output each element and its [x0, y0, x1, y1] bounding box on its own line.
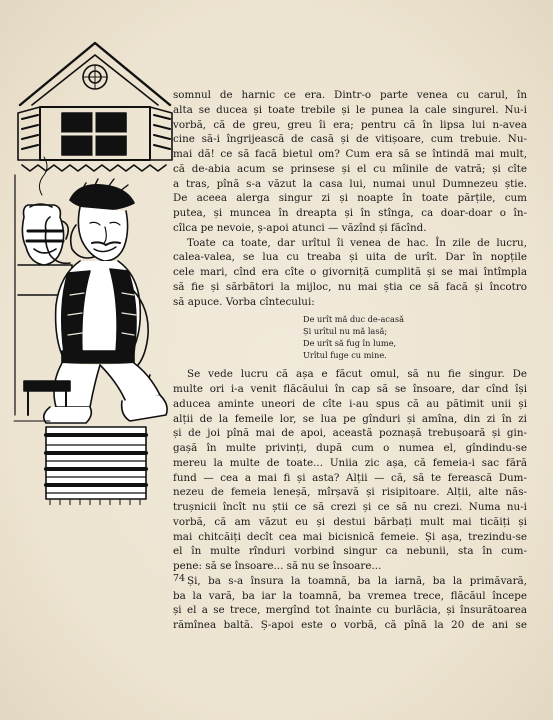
paragraph-1 [173, 88, 527, 236]
text-line: ba la vară, ba iar la toamnă, ba vremea trece, flăcăul începe [173, 589, 527, 602]
text-line: multe ori i-a venit flăcăului în cap să se însoare, dar cînd își [173, 383, 527, 395]
song-verse [303, 313, 527, 361]
text-line: trușnicii încît nu știi ce să crezi și ce să nu crezi. Numa nu-i [173, 501, 527, 513]
text-line: mai chitcăiți decît cea mai bicisnică femeie. Și așa, trezindu-se [173, 530, 527, 543]
text-line: putea, și muncea în dreapta și în stînga, ca doar-doar o în- [173, 207, 527, 219]
text-line: fund — cea a mai fi și asta? Alții — că, să te ferească Dum- [173, 471, 527, 484]
verse-line: Urîtul fuge cu mine. [303, 350, 387, 361]
verse-line: De urît să fug în lume, [303, 338, 397, 349]
verse-line: Și urîtul nu mă lasă; [303, 326, 388, 337]
text-line: vorbă, că de greu, greu îi era; pentru că în lipsa lui n-avea [173, 118, 527, 131]
text-line: pene: să se însoare... să nu se însoare... [173, 560, 382, 572]
text-line: cele mari, cînd era cîte o givorniță cumplită și se mai întîmpla [173, 266, 527, 278]
text-line: și el a se trece, mergînd tot înainte cu burlăcia, și însurătoarea [173, 604, 527, 617]
text-line: alții de la femeile lor, se lua pe gînduri și amîna, din zi în zi [173, 412, 527, 425]
text-line: vorbă, că am văzut eu și destui bărbați mult mai ticăiți și [173, 515, 527, 528]
text-line: rămînea baltă. Ș-apoi este o vorbă, că pînă la 20 de ani se [173, 619, 527, 631]
text-line: alta se ducea și toate trebile și le punea la cale singurel. Nu-i [173, 103, 527, 116]
verse-line: De urît mă duc de-acasă [303, 314, 404, 325]
text-line: nezeu de femeia leneșă, mîrșavă și risipitoare. Alții, alte năs- [173, 486, 527, 499]
text-line: cine să-i îngrijească de casă și de vitișoare, cum trebuie. Nu- [173, 133, 527, 146]
story-text [173, 88, 527, 633]
text-line: Toate ca toate, dar urîtul îi venea de hac. În zile de lucru, [187, 236, 527, 249]
text-line: mereu la multe de toate... Uniia zic așa, că femeia-i sac fără [173, 456, 527, 469]
text-line: De aceea alerga singur zi și noapte în toate părțile, cum [173, 192, 527, 205]
text-line: mai dă! ce să facă bietul om? Cum era să se întindă mai mult, [173, 148, 527, 160]
text-line: să apuce. Vorba cîntecului: [173, 295, 315, 308]
text-line: somnul de harnic ce era. Dintr-o parte venea cu carul, în [173, 89, 527, 101]
text-line: că de-abia acum se prinsese și el cu mîinile de vatră; și cîte [173, 162, 527, 175]
paragraph-3 [173, 367, 527, 574]
text-line: Se vede lucru că așa e făcut omul, să nu fie singur. De [187, 368, 527, 381]
text-line: aducea aminte uneori de cîte i-au spus că au pătimit unii și [173, 397, 527, 410]
text-line: calea-valea, se lua cu treaba și uita de urît. Dar în nopțile [173, 251, 527, 264]
text-line: și de joi pînă mai de apoi, această poznașă trebușoară și gin- [173, 427, 527, 440]
text-line: să fie și sărbători la mijloc, nu mai știa ce să facă și încotro [173, 280, 527, 293]
text-line: cîlca pe nevoie, ș-apoi atunci — văzînd și făcînd. [173, 221, 427, 234]
text-line: Și, ba s-a însura la toamnă, ba la iarnă, ba la primăvară, [187, 574, 527, 587]
peasant-illustration [10, 35, 180, 505]
paragraph-4 [173, 574, 527, 633]
text-line: a tras, pînă s-a văzut la casa lui, numai unul Dumnezeu știe. [173, 177, 527, 190]
paragraph-2 [173, 236, 527, 310]
page-number: 74 [173, 573, 186, 584]
text-line: gașă în multe privinți, după cum o numea el, gîndindu-se [173, 442, 527, 454]
text-line: el în multe rînduri vorbind singur ca nebunii, sta în cum- [173, 545, 527, 558]
